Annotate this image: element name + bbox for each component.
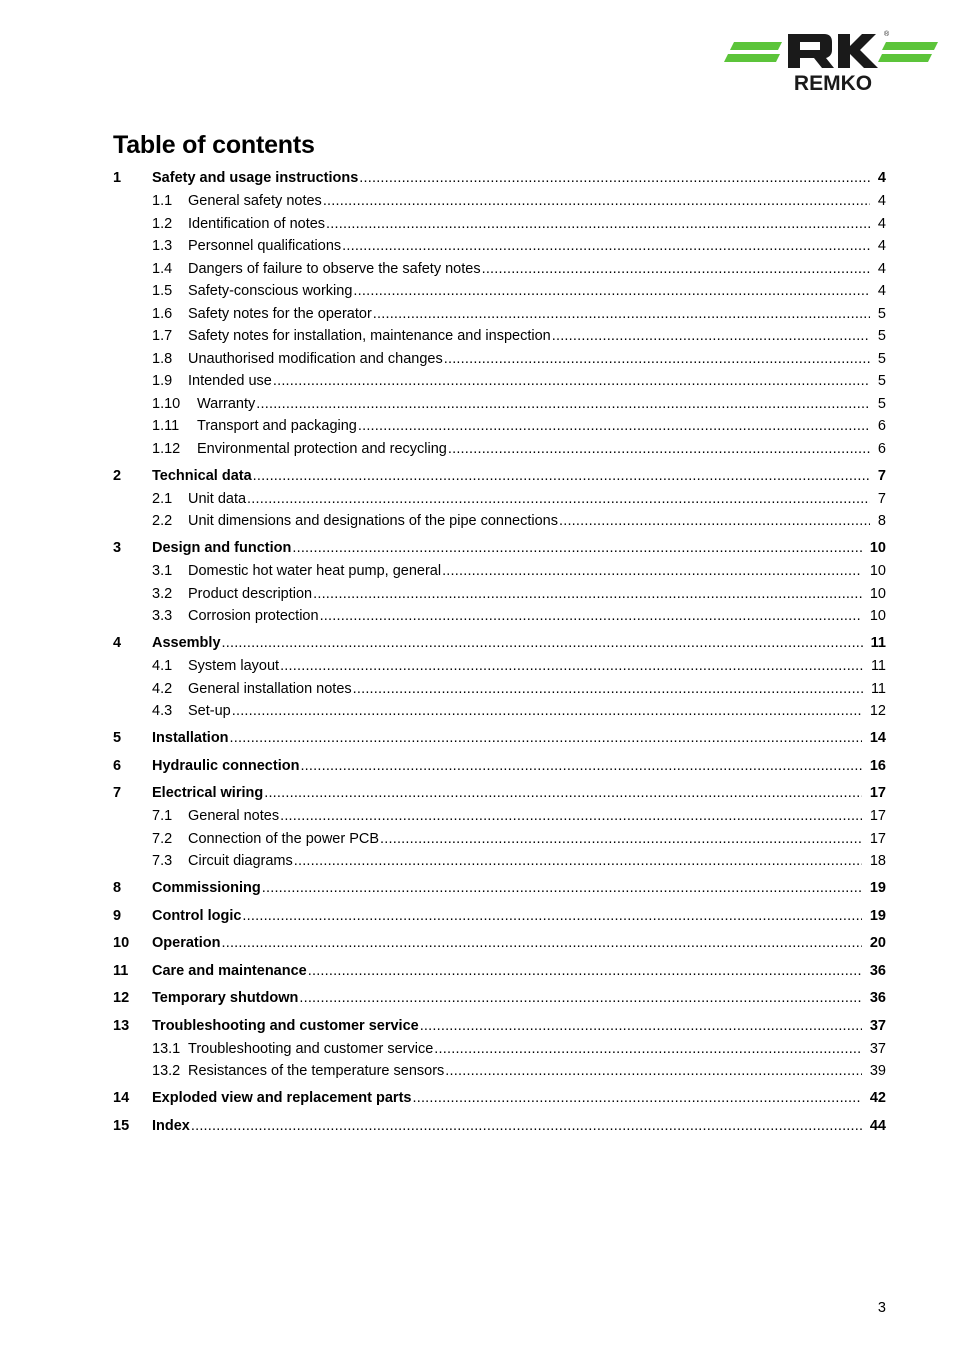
toc-entry-number: 1.5 (152, 283, 173, 299)
toc-section-entry[interactable] (113, 303, 886, 326)
toc-entry-title: Safety-conscious working (188, 283, 353, 299)
toc-entry-page: 44 (869, 1117, 886, 1134)
toc-entry-number: 5 (113, 730, 122, 746)
toc-entry-title: Resistances of the temperature sensors (188, 1063, 445, 1079)
toc-entry-title: Design and function (152, 540, 292, 556)
toc-entry-title: General safety notes (188, 193, 322, 209)
toc-entry-number: 4.3 (152, 703, 173, 719)
toc-entry-page: 10 (869, 540, 886, 556)
toc-dot-leader (299, 987, 862, 1010)
toc-section-entry[interactable] (113, 213, 886, 236)
remko-logo (724, 28, 938, 94)
toc-entry-number: 2.2 (152, 513, 173, 529)
toc-entry-page: 18 (869, 853, 886, 869)
toc-dot-leader (242, 905, 861, 928)
toc-entry-number: 1.1 (152, 193, 173, 209)
toc-entry-page: 11 (870, 680, 886, 697)
toc-dot-leader (326, 213, 870, 236)
toc-dot-leader (313, 583, 862, 606)
toc-entry-title: Troubleshooting and customer service (152, 1017, 419, 1034)
toc-dot-leader (373, 303, 870, 326)
toc-entry-page: 14 (869, 730, 886, 746)
logo-right-stripe-lower (878, 54, 932, 62)
toc-dot-leader (482, 258, 870, 281)
toc-entry-number: 7.2 (152, 830, 173, 847)
toc-entry-number: 1.7 (152, 328, 173, 344)
toc-entry-title: Dangers of failure to observe the safety notes (188, 260, 481, 277)
toc-dot-leader (300, 755, 861, 778)
toc-section-entry[interactable] (113, 258, 886, 281)
toc-entry-page: 4 (877, 238, 886, 254)
toc-chapter-entry[interactable] (113, 905, 886, 928)
toc-entry-page: 7 (877, 490, 886, 507)
toc-section-entry[interactable] (113, 280, 886, 303)
toc-entry-title: Unit dimensions and designations of the pipe connections (188, 513, 558, 529)
toc-entry-number: 15 (113, 1117, 130, 1134)
toc-entry-number: 1.12 (152, 440, 181, 457)
toc-chapter-entry[interactable] (113, 960, 886, 983)
toc-entry-page: 37 (869, 1017, 886, 1034)
toc-entry-number: 1.4 (152, 260, 173, 277)
toc-dot-leader (280, 655, 863, 678)
toc-entry-number: 14 (113, 1090, 130, 1106)
toc-entry-page: 5 (877, 305, 886, 322)
toc-section-entry[interactable] (113, 1038, 886, 1061)
toc-entry-page: 16 (869, 757, 886, 774)
toc-section-entry[interactable] (113, 325, 886, 348)
toc-dot-leader (380, 828, 862, 851)
toc-entry-number: 1.10 (152, 395, 181, 412)
toc-entry-number: 13.1 (152, 1040, 181, 1057)
toc-dot-leader (230, 727, 862, 750)
toc-entry-page: 11 (870, 658, 886, 674)
toc-entry-title: Safety notes for installation, maintenance and inspection (188, 328, 551, 344)
toc-dot-leader (444, 348, 870, 371)
toc-chapter-entry[interactable] (113, 727, 886, 750)
logo-wordmark: REMKO (793, 72, 873, 94)
toc-section-entry[interactable] (113, 605, 886, 628)
toc-entry-title: Set-up (188, 703, 231, 719)
toc-entry-page: 5 (877, 373, 886, 389)
toc-entry-title: Electrical wiring (152, 785, 264, 801)
toc-dot-leader (264, 782, 862, 805)
toc-section-entry[interactable] (113, 393, 886, 416)
toc-entry-page: 17 (869, 830, 886, 847)
toc-entry-number: 7.1 (152, 808, 173, 824)
toc-section-entry[interactable] (113, 348, 886, 371)
toc-section-entry[interactable] (113, 700, 886, 723)
toc-entry-title: Control logic (152, 907, 242, 924)
toc-entry-title: General installation notes (188, 680, 352, 697)
toc-dot-leader (358, 415, 870, 438)
toc-entry-title: System layout (188, 658, 280, 674)
toc-chapter-entry[interactable] (113, 987, 886, 1010)
toc-entry-number: 1.11 (152, 418, 180, 434)
toc-chapter-entry[interactable] (113, 167, 886, 190)
toc-entry-page: 4 (877, 215, 886, 232)
toc-chapter-entry[interactable] (113, 537, 886, 560)
page-number: 3 (877, 1300, 886, 1316)
toc-chapter-entry[interactable] (113, 1015, 886, 1038)
toc-entry-number: 3.1 (152, 563, 173, 579)
toc-entry-page: 4 (877, 283, 886, 299)
toc-entry-title: Assembly (152, 635, 221, 651)
toc-entry-page: 36 (869, 990, 886, 1006)
toc-entry-page: 8 (877, 513, 886, 529)
toc-entry-title: Installation (152, 730, 229, 746)
toc-entry-title: Safety notes for the operator (188, 305, 372, 322)
toc-section-entry[interactable] (113, 655, 886, 678)
toc-entry-title: Personnel qualifications (188, 238, 342, 254)
toc-entry-title: Technical data (152, 467, 252, 484)
toc-entry-title: Unauthorised modification and changes (188, 350, 443, 367)
toc-entry-number: 8 (113, 880, 122, 896)
logo-left-stripe-lower (724, 54, 780, 62)
toc-entry-number: 1.8 (152, 350, 173, 367)
logo-left-stripe (730, 42, 782, 50)
toc-entry-page: 37 (869, 1040, 886, 1057)
toc-dot-leader (280, 805, 862, 828)
toc-entry-page: 20 (869, 935, 886, 951)
toc-entry-page: 5 (877, 395, 886, 412)
toc-entry-title: General notes (188, 808, 280, 824)
toc-entry-page: 42 (869, 1090, 886, 1106)
toc-section-entry[interactable] (113, 235, 886, 258)
toc-entry-page: 19 (869, 880, 886, 896)
toc-entry-title: Environmental protection and recycling (197, 440, 447, 457)
toc-entry-title: Domestic hot water heat pump, general (188, 563, 442, 579)
toc-entry-page: 6 (877, 440, 886, 457)
toc-entry-number: 11 (113, 962, 129, 979)
toc-dot-leader (442, 560, 862, 583)
toc-entry-number: 7 (113, 785, 122, 801)
toc-entry-page: 7 (877, 467, 886, 484)
toc-entry-title: Identification of notes (188, 215, 326, 232)
toc-section-entry[interactable] (113, 805, 886, 828)
toc-chapter-entry[interactable] (113, 755, 886, 778)
toc-dot-leader (320, 605, 862, 628)
toc-entry-number: 1 (113, 170, 122, 186)
toc-entry-title: Temporary shutdown (152, 990, 299, 1006)
toc-entry-number: 4.2 (152, 680, 173, 697)
toc-entry-title: Care and maintenance (152, 962, 307, 979)
page-title: Table of contents (113, 131, 315, 159)
toc-chapter-entry[interactable] (113, 632, 886, 655)
toc-entry-title: Corrosion protection (188, 608, 319, 624)
toc-dot-leader (353, 678, 863, 701)
toc-dot-leader (448, 438, 870, 461)
toc-dot-leader (445, 1060, 862, 1083)
toc-entry-title: Hydraulic connection (152, 757, 300, 774)
toc-entry-page: 4 (877, 260, 886, 277)
toc-entry-page: 5 (877, 328, 886, 344)
toc-entry-page: 39 (869, 1063, 886, 1079)
toc-dot-leader (359, 167, 870, 190)
toc-dot-leader (191, 1115, 862, 1138)
toc-entry-page: 10 (869, 585, 886, 602)
toc-entry-number: 1.2 (152, 215, 173, 232)
toc-chapter-entry[interactable] (113, 877, 886, 900)
toc-entry-number: 3 (113, 540, 122, 556)
toc-chapter-entry[interactable] (113, 465, 886, 488)
toc-section-entry[interactable] (113, 415, 886, 438)
toc-dot-leader (256, 393, 870, 416)
toc-section-entry[interactable] (113, 370, 886, 393)
toc-entry-title: Troubleshooting and customer service (188, 1040, 434, 1057)
toc-dot-leader (221, 932, 861, 955)
toc-entry-number: 7.3 (152, 853, 173, 869)
toc-entry-number: 10 (113, 935, 130, 951)
toc-entry-number: 6 (113, 757, 122, 774)
toc-entry-title: Commissioning (152, 880, 261, 896)
toc-section-entry[interactable] (113, 583, 886, 606)
toc-entry-title: Circuit diagrams (188, 853, 293, 869)
toc-entry-page: 19 (869, 907, 886, 924)
toc-entry-number: 3.3 (152, 608, 173, 624)
toc-dot-leader (434, 1038, 862, 1061)
toc-dot-leader (559, 510, 870, 533)
toc-dot-leader (222, 632, 863, 655)
toc-entry-page: 17 (869, 785, 886, 801)
toc-dot-leader (308, 960, 862, 983)
toc-section-entry[interactable] (113, 1060, 886, 1083)
toc-entry-title: Connection of the power PCB (188, 830, 380, 847)
toc-entry-number: 1.6 (152, 305, 173, 322)
toc-entry-number: 13 (113, 1017, 130, 1034)
toc-dot-leader (247, 488, 870, 511)
toc-section-entry[interactable] (113, 488, 886, 511)
toc-dot-leader (323, 190, 870, 213)
toc-section-entry[interactable] (113, 850, 886, 873)
toc-entry-page: 17 (869, 808, 886, 824)
toc-dot-leader (552, 325, 870, 348)
toc-section-entry[interactable] (113, 678, 886, 701)
toc-dot-leader (420, 1015, 862, 1038)
toc-entry-page: 5 (877, 350, 886, 367)
toc-entry-number: 4 (113, 635, 122, 651)
toc-section-entry[interactable] (113, 438, 886, 461)
toc-entry-number: 1.3 (152, 238, 173, 254)
toc-entry-page: 12 (869, 703, 886, 719)
toc-dot-leader (262, 877, 862, 900)
toc-entry-title: Safety and usage instructions (152, 170, 359, 186)
toc-entry-page: 10 (869, 563, 886, 579)
toc-entry-number: 2 (113, 467, 122, 484)
toc-entry-title: Transport and packaging (197, 418, 357, 434)
logo-registered-mark: ® (884, 31, 890, 38)
toc-entry-number: 4.1 (152, 658, 173, 674)
toc-chapter-entry[interactable] (113, 932, 886, 955)
toc-dot-leader (232, 700, 862, 723)
toc-entry-number: 12 (113, 990, 130, 1006)
toc-dot-leader (273, 370, 870, 393)
toc-dot-leader (253, 465, 870, 488)
toc-section-entry[interactable] (113, 560, 886, 583)
logo-right-stripe (882, 42, 938, 50)
toc-entry-title: Index (152, 1117, 190, 1134)
toc-chapter-entry[interactable] (113, 1115, 886, 1138)
toc-entry-number: 13.2 (152, 1063, 181, 1079)
toc-entry-title: Operation (152, 935, 221, 951)
toc-entry-page: 36 (869, 962, 886, 979)
toc-entry-number: 9 (113, 907, 122, 924)
toc-dot-leader (294, 850, 862, 873)
toc-entry-page: 4 (877, 170, 886, 186)
toc-entry-number: 3.2 (152, 585, 173, 602)
toc-entry-title: Warranty (197, 395, 256, 412)
toc-entry-number: 1.9 (152, 373, 173, 389)
toc-section-entry[interactable] (113, 828, 886, 851)
toc-entry-page: 11 (870, 635, 886, 651)
toc-entry-title: Product description (188, 585, 313, 602)
toc-dot-leader (412, 1087, 861, 1110)
toc-entry-page: 6 (877, 418, 886, 434)
table-of-contents (113, 167, 886, 1138)
toc-dot-leader (292, 537, 862, 560)
toc-entry-page: 10 (869, 608, 886, 624)
toc-chapter-entry[interactable] (113, 782, 886, 805)
toc-entry-title: Unit data (188, 490, 247, 507)
toc-entry-title: Exploded view and replacement parts (152, 1090, 412, 1106)
toc-dot-leader (342, 235, 870, 258)
toc-entry-title: Intended use (188, 373, 272, 389)
toc-dot-leader (353, 280, 870, 303)
toc-entry-number: 2.1 (152, 490, 173, 507)
toc-entry-page: 4 (877, 193, 886, 209)
toc-chapter-entry[interactable] (113, 1087, 886, 1110)
logo-rk-mark (788, 34, 878, 68)
toc-section-entry[interactable] (113, 510, 886, 533)
toc-section-entry[interactable] (113, 190, 886, 213)
